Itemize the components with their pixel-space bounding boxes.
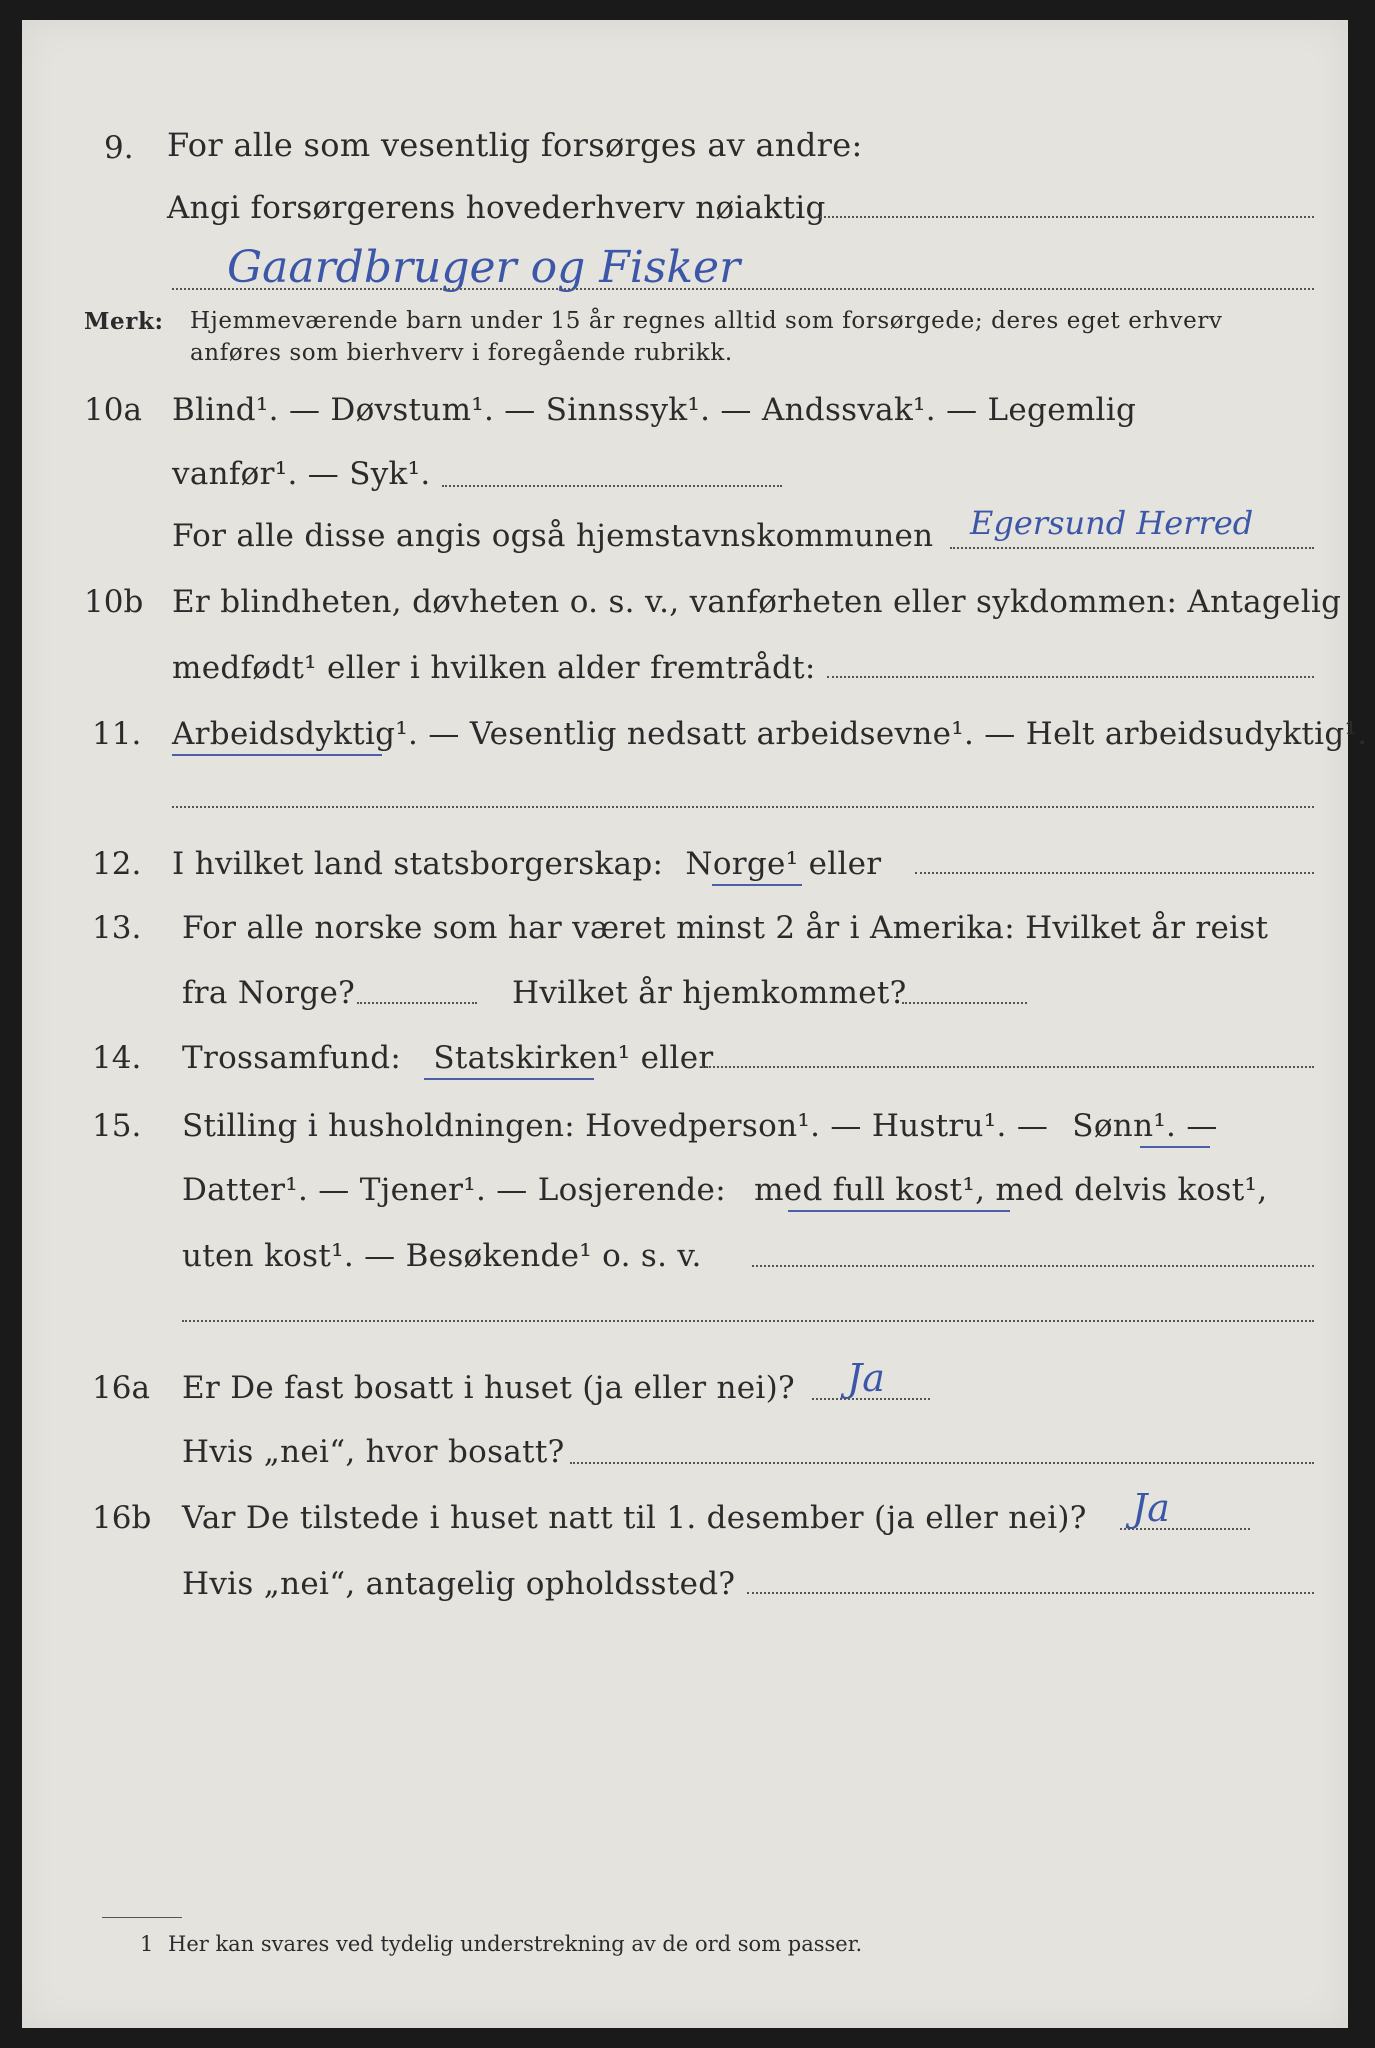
q12-underline	[712, 884, 802, 886]
footnote-rule	[102, 1917, 182, 1918]
q13-number: 13.	[92, 910, 142, 946]
q10a-handwritten-answer: Egersund Herred	[970, 504, 1254, 542]
q12-line	[172, 846, 881, 882]
q9-dotted-line	[817, 216, 1314, 218]
q10b-line2: medfødt¹ eller i hvilken alder fremtrådt:	[172, 650, 816, 686]
q15-answer-line	[182, 1320, 1314, 1322]
q13-year-right-line	[902, 1002, 1027, 1004]
census-form-page	[22, 20, 1368, 2028]
q13-line2b: Hvilket år hjemkommet?	[512, 975, 907, 1011]
q9-answer-line	[172, 288, 1314, 290]
q10a-answer-line	[950, 547, 1314, 549]
q9-number: 9.	[104, 130, 134, 166]
q14-eller: ¹ eller	[617, 1040, 714, 1076]
q15-line2-text: Datter¹. — Tjener¹. — Losjerende:	[182, 1172, 726, 1208]
q11-answer-line	[172, 806, 1314, 808]
q9-handwritten-answer: Gaardbruger og Fisker	[227, 242, 741, 293]
q15-dotted-line	[752, 1265, 1314, 1267]
q16b-line1: Var De tilstede i huset natt til 1. desember (ja eller nei)?	[182, 1500, 1087, 1536]
q15-line2-end: ¹, med delvis kost¹,	[962, 1172, 1268, 1208]
q10b-line1: Er blindheten, døvheten o. s. v., vanførheten eller sykdommen: Antagelig	[172, 584, 1342, 620]
q15-line2	[182, 1172, 1267, 1208]
q13-line2a: fra Norge?	[182, 975, 356, 1011]
q15-line3: uten kost¹. — Besøkende¹ o. s. v.	[182, 1238, 702, 1274]
q16b-handwritten-answer: Ja	[1132, 1486, 1170, 1530]
q15-full-kost: med full kost	[754, 1172, 963, 1208]
q16b-line2-dotted	[747, 1592, 1314, 1594]
q12-dotted-line	[915, 872, 1314, 874]
q16b-number: 16b	[92, 1500, 152, 1536]
q9-line2: Angi forsørgerens hovederhverv nøiaktig	[167, 190, 826, 226]
q10a-line3: For alle disse angis også hjemstavnskommunen	[172, 518, 934, 554]
q11-arbeidsdyktig: Arbeidsdyktig	[172, 716, 396, 752]
q14-line	[182, 1040, 714, 1076]
q10a-line1: Blind¹. — Døvstum¹. — Sinnssyk¹. — Andssvak¹. — Legemlig	[172, 392, 1137, 428]
q15-number: 15.	[92, 1108, 142, 1144]
q16b-dotted-line	[1120, 1528, 1250, 1530]
q10b-number: 10b	[84, 584, 144, 620]
q16a-line1: Er De fast bosatt i huset (ja eller nei)?	[182, 1370, 795, 1406]
q15-sonn: Sønn	[1072, 1108, 1154, 1144]
merk-line2: anføres som bierhverv i foregående rubrikk.	[190, 340, 733, 366]
merk-line1: Hjemmeværende barn under 15 år regnes alltid som forsørgede; deres eget erhverv	[190, 308, 1223, 334]
q14-number: 14.	[92, 1040, 142, 1076]
q14-dotted-line	[702, 1066, 1314, 1068]
q12-number: 12.	[92, 846, 142, 882]
q10a-line2: vanfør¹. — Syk¹.	[172, 456, 431, 492]
q13-year-left-line	[357, 1002, 477, 1004]
footnote-text: Her kan svares ved tydelig understrekning av de ord som passer.	[168, 1932, 863, 1956]
q16a-handwritten-answer: Ja	[847, 1356, 885, 1400]
q11-rest: ¹. — Vesentlig nedsatt arbeidsevne¹. — Helt arbeidsudyktig¹.	[395, 716, 1368, 752]
q14-text: Trossamfund:	[182, 1040, 402, 1076]
q12-eller: ¹ eller	[785, 846, 882, 882]
q15-kost-underline	[788, 1210, 1010, 1212]
merk-label: Merk:	[84, 308, 164, 335]
q15-sonn-underline	[1140, 1146, 1210, 1148]
q15-line1-text: Stilling i husholdningen: Hovedperson¹. — Hustru¹. —	[182, 1108, 1049, 1144]
q11-underline	[172, 754, 382, 756]
q14-statskirken: Statskirken	[433, 1040, 618, 1076]
q16a-line2: Hvis „nei“, hvor bosatt?	[182, 1434, 565, 1470]
q15-line1	[182, 1108, 1218, 1144]
footnote-mark: 1	[140, 1932, 154, 1956]
q14-underline	[424, 1078, 594, 1080]
q12-text: I hvilket land statsborgerskap:	[172, 846, 664, 882]
q16a-dotted-line	[812, 1398, 930, 1400]
q11-line	[172, 716, 1367, 752]
q10b-dotted-line	[827, 676, 1314, 678]
q16a-number: 16a	[92, 1370, 150, 1406]
q13-line1: For alle norske som har været minst 2 år i Amerika: Hvilket år reist	[182, 910, 1269, 946]
q9-line1: For alle som vesentlig forsørges av andre:	[167, 126, 863, 164]
q10a-number: 10a	[84, 392, 142, 428]
q15-line1-end: ¹. —	[1153, 1108, 1218, 1144]
q16b-line2: Hvis „nei“, antagelig opholdssted?	[182, 1566, 736, 1602]
q11-number: 11.	[92, 716, 142, 752]
q16a-line2-dotted	[570, 1462, 1314, 1464]
q10a-dotted-line	[442, 485, 782, 487]
q12-norge: Norge	[685, 846, 786, 882]
